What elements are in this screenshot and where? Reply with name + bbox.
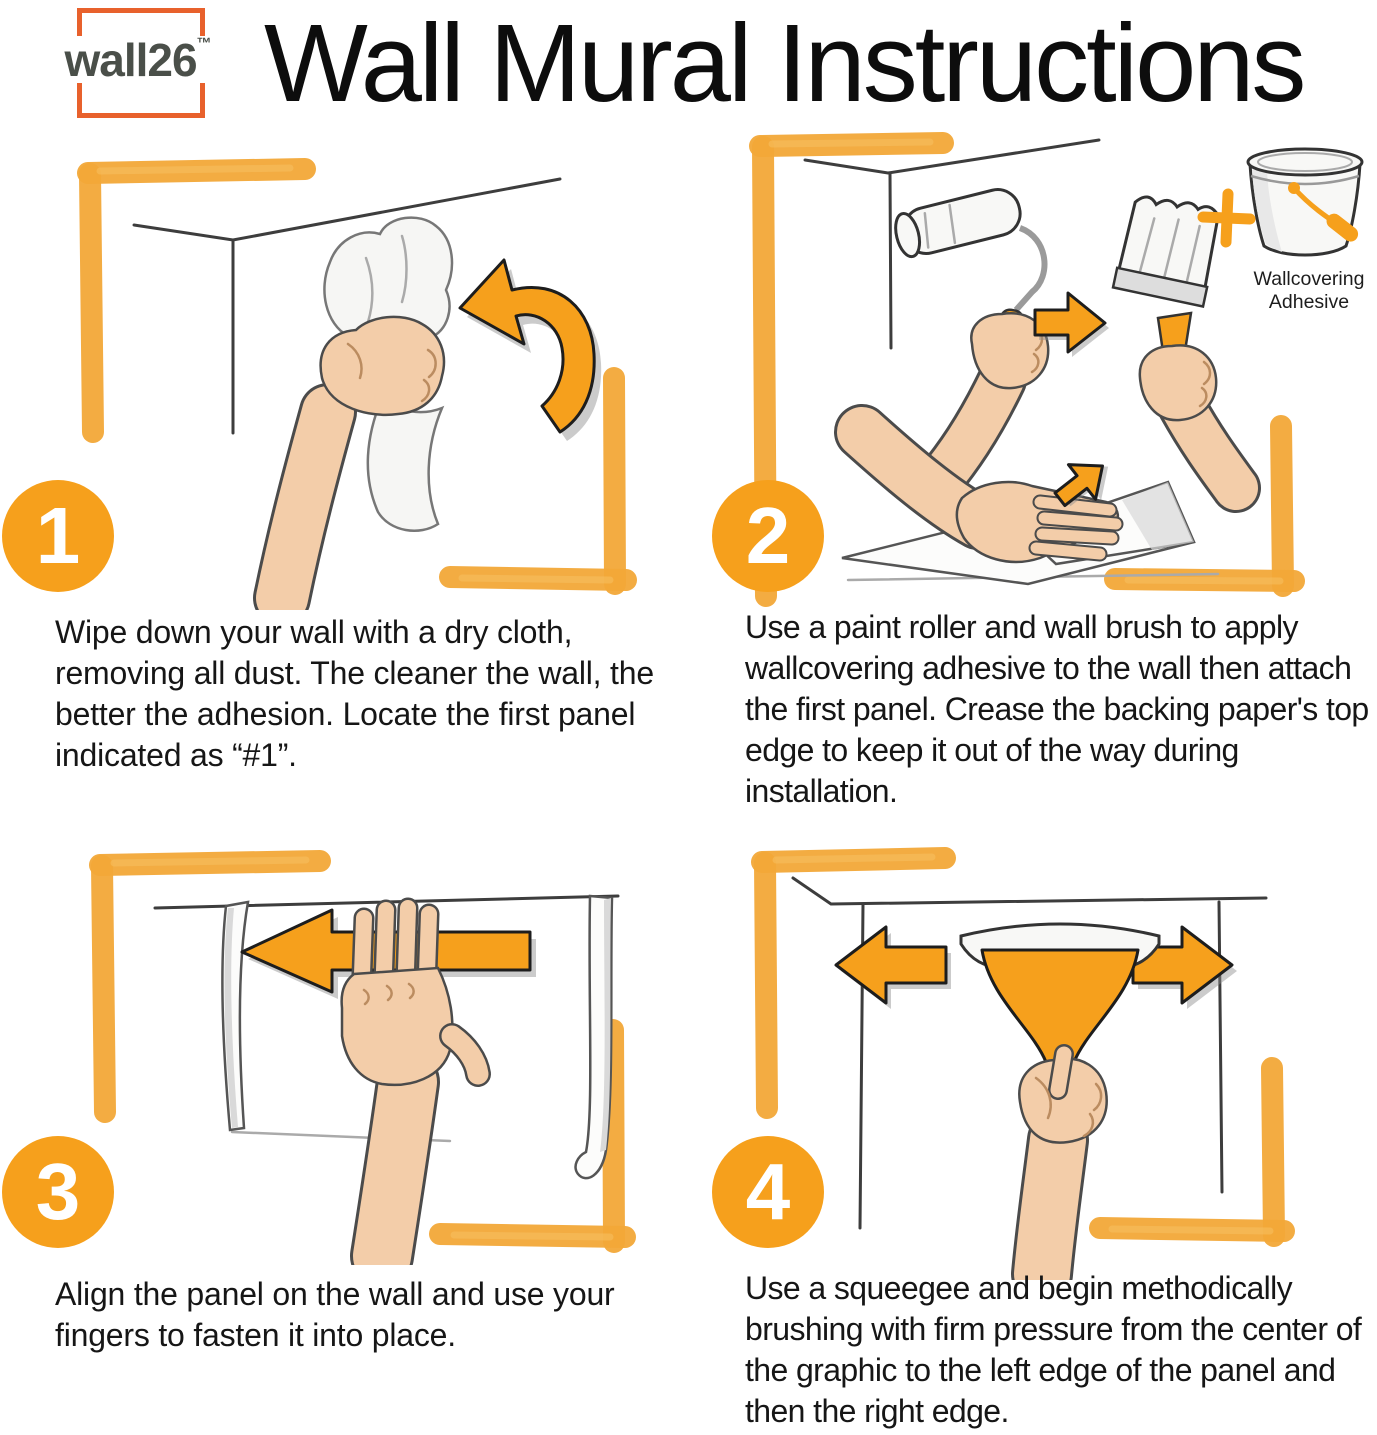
step-text: Use a paint roller and wall brush to apply wallcovering adhesive to the wall then attach the first panel. Crease the backing paper's top edge to keep it out of the way during installation. — [745, 609, 1369, 809]
adhesive-bucket-icon — [1248, 149, 1362, 255]
step-number-badge — [2, 480, 114, 592]
bucket-label-line1: Wallcovering — [1253, 268, 1365, 290]
adhesive-bucket-label — [1238, 268, 1377, 314]
bucket-label-line2: Adhesive — [1268, 291, 1350, 313]
step-text: Align the panel on the wall and use your fingers to fasten it into place. — [55, 1276, 615, 1353]
step-number: 1 — [35, 491, 81, 580]
wall26-logo — [58, 34, 218, 86]
page-title: Wall Mural Instructions — [264, 2, 1304, 125]
step-number-badge — [2, 1136, 114, 1248]
step-number: 2 — [745, 491, 791, 580]
step-number-badge — [712, 1136, 824, 1248]
wall-brush-icon — [1113, 191, 1236, 488]
step-text: Wipe down your wall with a dry cloth, removing all dust. The cleaner the wall, the better the adhesion. Locate the first panel indicated as “#1”. — [55, 614, 654, 773]
hand-cloth-icon — [282, 218, 452, 598]
step-1-illustration — [30, 140, 690, 610]
squeegee-icon — [961, 924, 1159, 1062]
logo-text: wall26 — [64, 34, 197, 86]
curved-arrow-icon — [460, 260, 601, 441]
step-number: 3 — [35, 1147, 81, 1236]
step-number-badge — [712, 480, 824, 592]
step-text: Use a squeegee and begin methodically brushing with firm pressure from the center of the graphic to the left edge of the panel and then the right edge. — [745, 1270, 1362, 1429]
trademark-symbol: ™ — [196, 35, 212, 52]
crease-hand-icon — [842, 432, 1218, 584]
paint-roller-icon — [891, 185, 1048, 482]
step-3-illustration — [30, 840, 690, 1265]
left-arrow-icon — [836, 927, 951, 1009]
step-number: 4 — [745, 1147, 791, 1236]
squeegee-hand-icon — [1019, 1054, 1106, 1274]
